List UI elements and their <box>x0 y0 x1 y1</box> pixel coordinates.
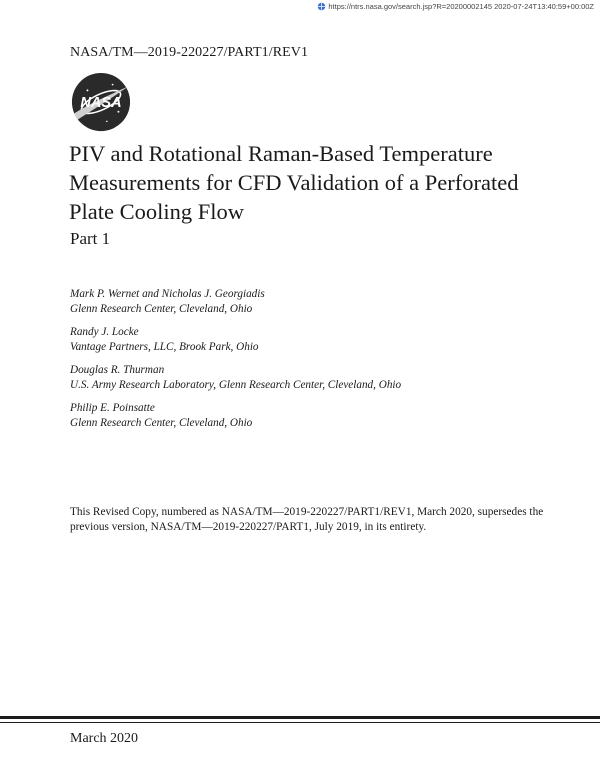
author-names: Mark P. Wernet and Nicholas J. Georgiadis <box>70 288 265 300</box>
author-names: Randy J. Locke <box>70 326 139 338</box>
author-affiliation: U.S. Army Research Laboratory, Glenn Research Center, Cleveland, Ohio <box>70 379 402 391</box>
ntrs-globe-icon <box>317 2 326 11</box>
report-title: PIV and Rotational Raman-Based Temperature Measurements for CFD Validation of a Perforated Plate Cooling Flow <box>69 141 519 224</box>
nasa-logo-text: NASA <box>80 94 122 111</box>
footer-rule-thin <box>0 722 600 723</box>
author-block <box>70 287 401 317</box>
author-block <box>70 401 401 431</box>
revision-note: This Revised Copy, numbered as NASA/TM—2019-220227/PART1/REV1, March 2020, supersedes the previous version, NASA/TM—2019-220227/PART1, July 2019, in its entirety. <box>70 506 544 533</box>
author-block <box>70 363 401 393</box>
nasa-logo <box>70 71 132 133</box>
author-list <box>70 287 401 439</box>
report-part: Part 1 <box>70 229 111 248</box>
ntrs-stamp <box>317 2 594 11</box>
author-affiliation: Vantage Partners, LLC, Brook Park, Ohio <box>70 341 259 353</box>
author-affiliation: Glenn Research Center, Cleveland, Ohio <box>70 417 253 429</box>
author-names: Douglas R. Thurman <box>70 364 165 376</box>
ntrs-stamp-text: https://ntrs.nasa.gov/search.jsp?R=20200002145 2020-07-24T13:40:59+00:00Z <box>328 2 594 11</box>
author-names: Philip E. Poinsatte <box>70 402 155 414</box>
footer-rule-thick <box>0 716 600 719</box>
publication-date: March 2020 <box>70 731 139 746</box>
author-block <box>70 325 401 355</box>
author-affiliation: Glenn Research Center, Cleveland, Ohio <box>70 303 253 315</box>
report-number: NASA/TM—2019-220227/PART1/REV1 <box>70 45 309 60</box>
